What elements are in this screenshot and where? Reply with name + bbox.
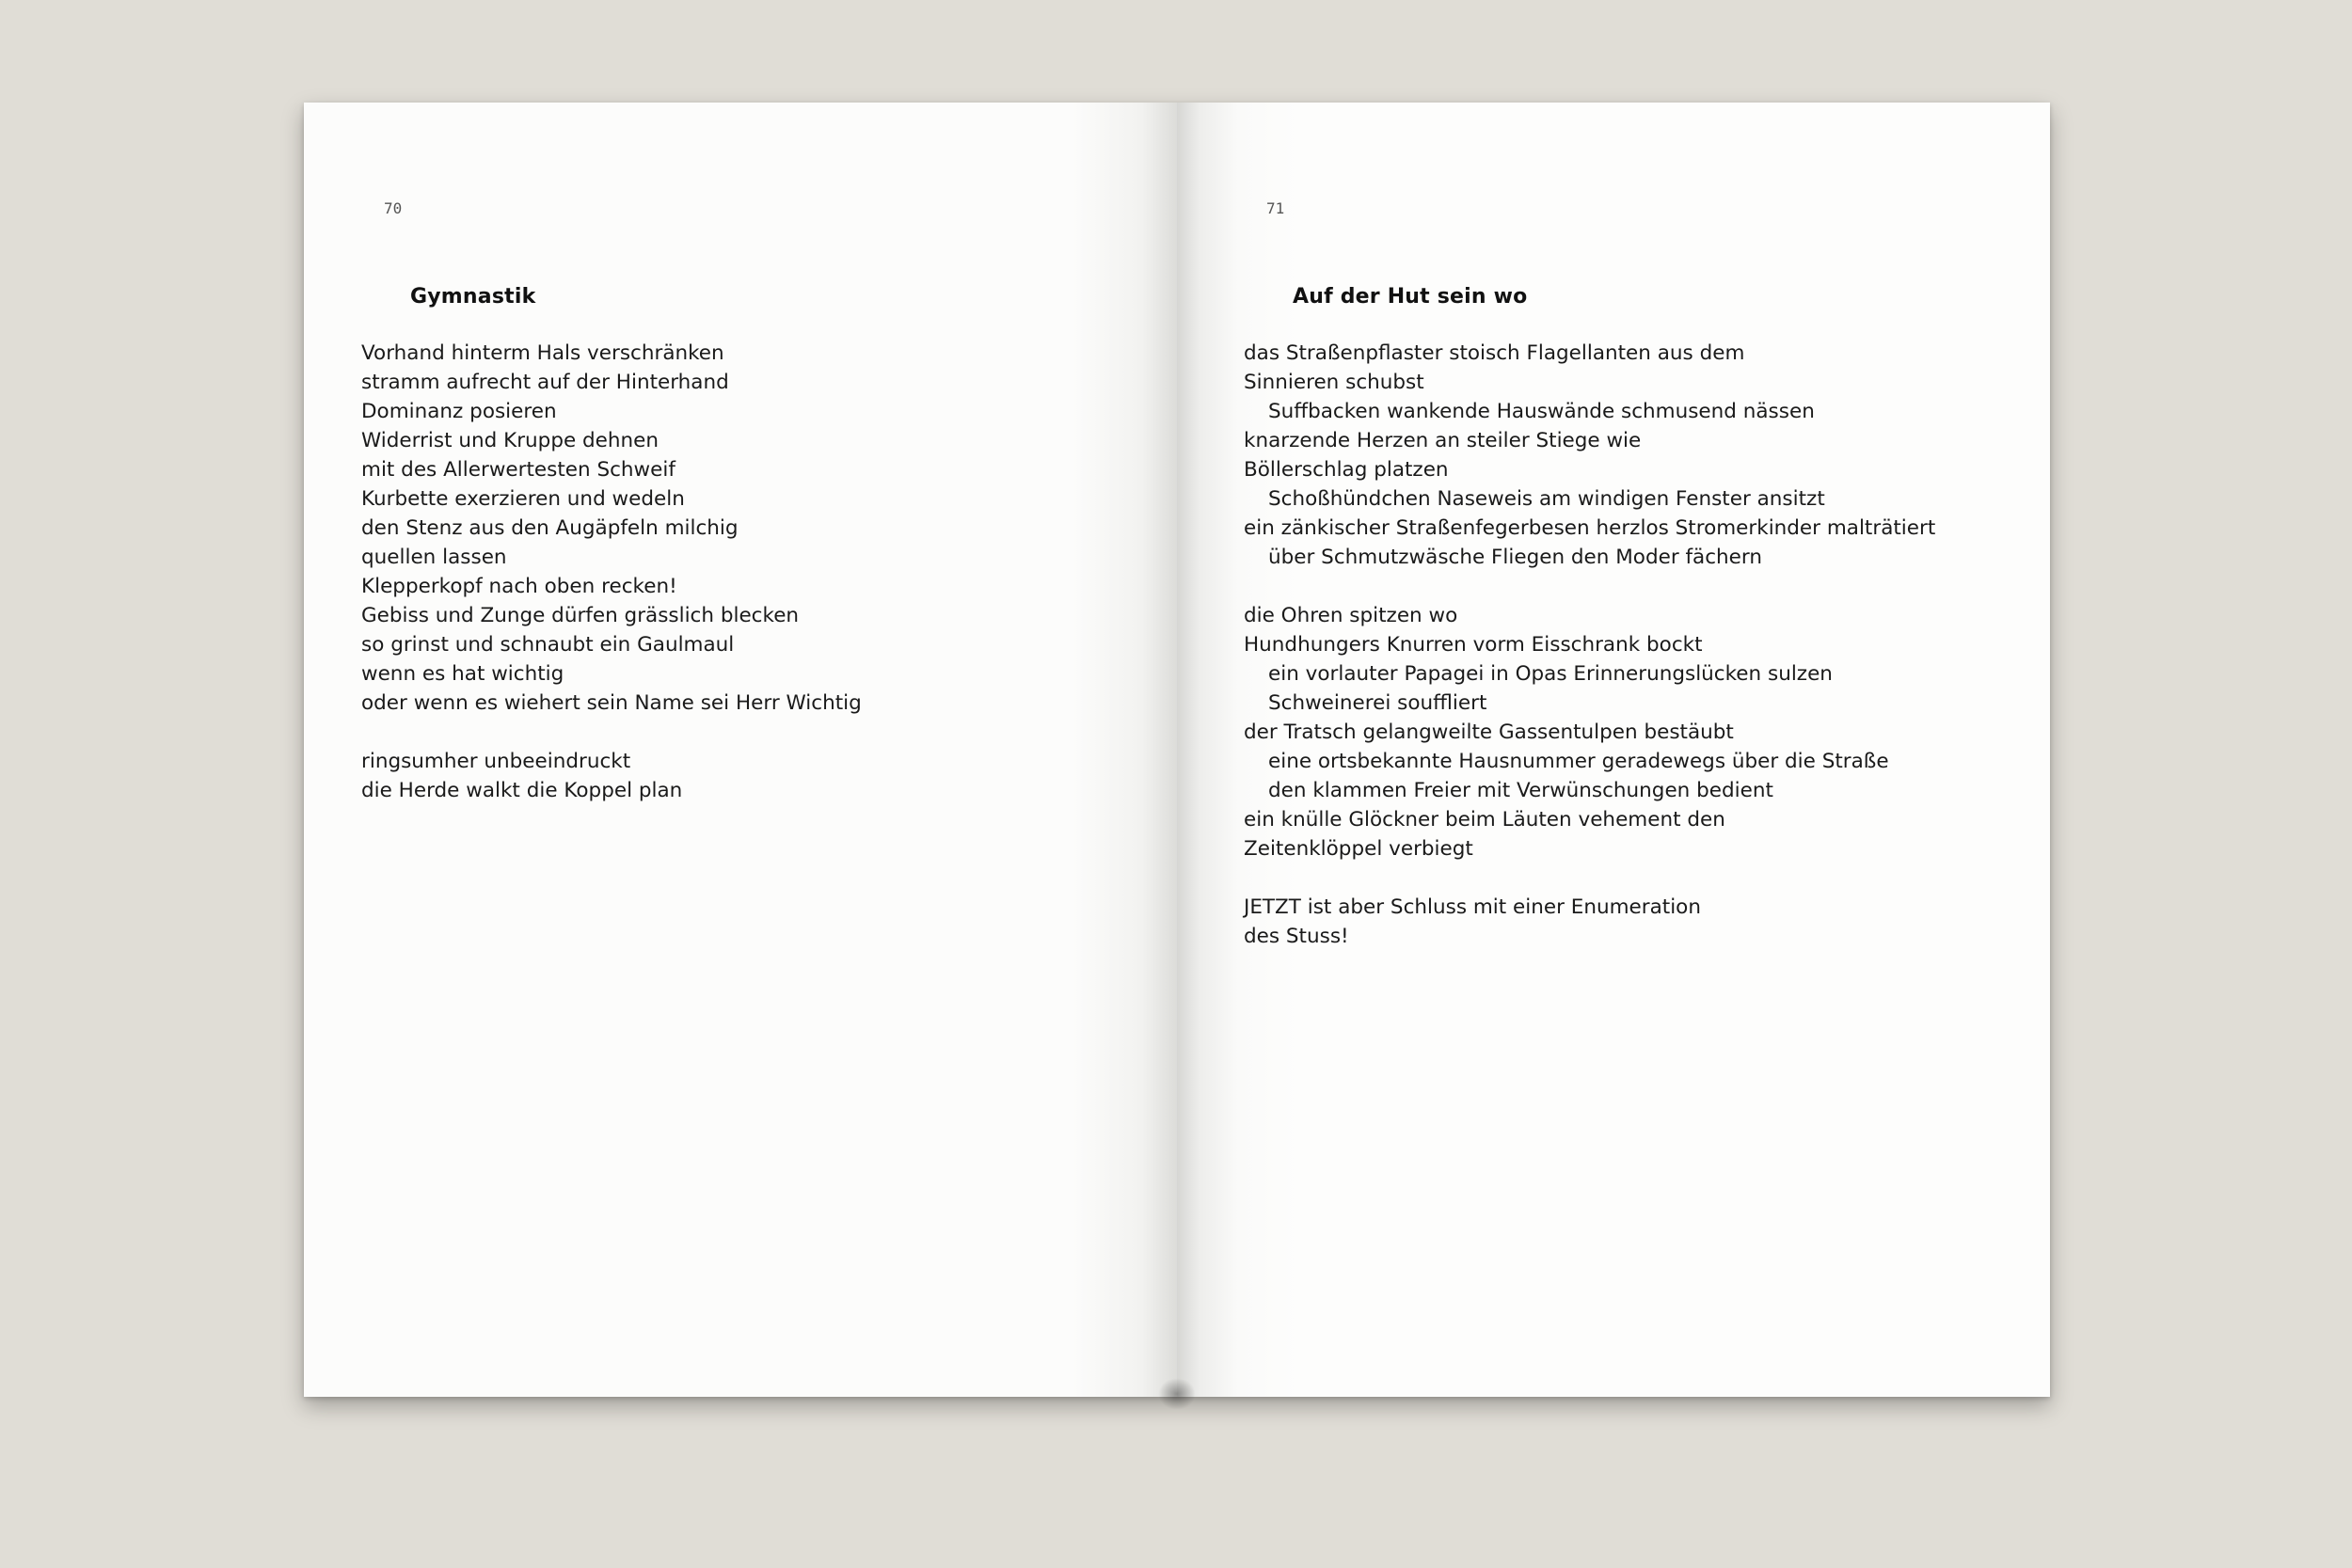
poem-line: so grinst und schnaubt ein Gaulmaul [361, 633, 735, 657]
poem-line: Hundhungers Knurren vorm Eisschrank bockt [1244, 633, 1703, 657]
poem-line: stramm aufrecht auf der Hinterhand [361, 371, 729, 394]
poem-line: der Tratsch gelangweilte Gassentulpen bestäubt [1244, 721, 1734, 744]
spine-shadow [1158, 1378, 1196, 1410]
poem-line: mit des Allerwertesten Schweif [361, 458, 675, 482]
poem-line: ringsumher unbeeindruckt [361, 750, 631, 773]
poem-line: JETZT ist aber Schluss mit einer Enumeration [1244, 895, 1701, 919]
poem-line: ein knülle Glöckner beim Läuten vehement den [1244, 808, 1725, 832]
poem-line: oder wenn es wiehert sein Name sei Herr Wichtig [361, 691, 862, 715]
poem-line: eine ortsbekannte Hausnummer geradewegs über die Straße [1268, 750, 1889, 773]
poem-line: Schoßhündchen Naseweis am windigen Fenster ansitzt [1268, 487, 1825, 511]
poem-line: den klammen Freier mit Verwünschungen bedient [1268, 779, 1773, 802]
poem-line: ein zänkischer Straßenfegerbesen herzlos Stromerkinder malträtiert [1244, 516, 1936, 540]
poem-line: Dominanz posieren [361, 400, 557, 423]
poem-body [361, 339, 862, 805]
poem-line: wenn es hat wichtig [361, 662, 564, 686]
poem-line: Schweinerei souffliert [1268, 691, 1487, 715]
poem-line: die Ohren spitzen wo [1244, 604, 1458, 627]
poem-line: das Straßenpflaster stoisch Flagellanten aus dem [1244, 341, 1745, 365]
stanza-break [361, 718, 862, 747]
poem-line: Böllerschlag platzen [1244, 458, 1449, 482]
poem-line: Gebiss und Zunge dürfen grässlich blecken [361, 604, 800, 627]
poem-line: ein vorlauter Papagei in Opas Erinnerungslücken sulzen [1268, 662, 1833, 686]
poem-line: Vorhand hinterm Hals verschränken [361, 341, 724, 365]
poem-line: Zeitenklöppel verbiegt [1244, 837, 1473, 861]
page-number: 71 [1266, 199, 1285, 217]
right-page [1177, 103, 2050, 1397]
poem-line: über Schmutzwäsche Fliegen den Moder fächern [1268, 546, 1762, 569]
left-page [304, 103, 1177, 1397]
poem-line: Widerrist und Kruppe dehnen [361, 429, 660, 452]
poem-line: Klepperkopf nach oben recken! [361, 575, 677, 598]
poem-line: des Stuss! [1244, 925, 1349, 948]
poem-body [1244, 339, 1935, 951]
poem-title: Gymnastik [410, 285, 536, 309]
poem-line: den Stenz aus den Augäpfeln milchig [361, 516, 739, 540]
poem-line: knarzende Herzen an steiler Stiege wie [1244, 429, 1642, 452]
page-number: 70 [384, 199, 403, 217]
poem-line: Suffbacken wankende Hauswände schmusend nässen [1268, 400, 1815, 423]
poem-line: Kurbette exerzieren und wedeln [361, 487, 685, 511]
stanza-break [1244, 572, 1935, 601]
poem-title: Auf der Hut sein wo [1293, 285, 1528, 309]
poem-line: quellen lassen [361, 546, 507, 569]
poem-line: die Herde walkt die Koppel plan [361, 779, 683, 802]
stanza-break [1244, 863, 1935, 893]
open-book [304, 103, 2050, 1397]
poem-line: Sinnieren schubst [1244, 371, 1424, 394]
